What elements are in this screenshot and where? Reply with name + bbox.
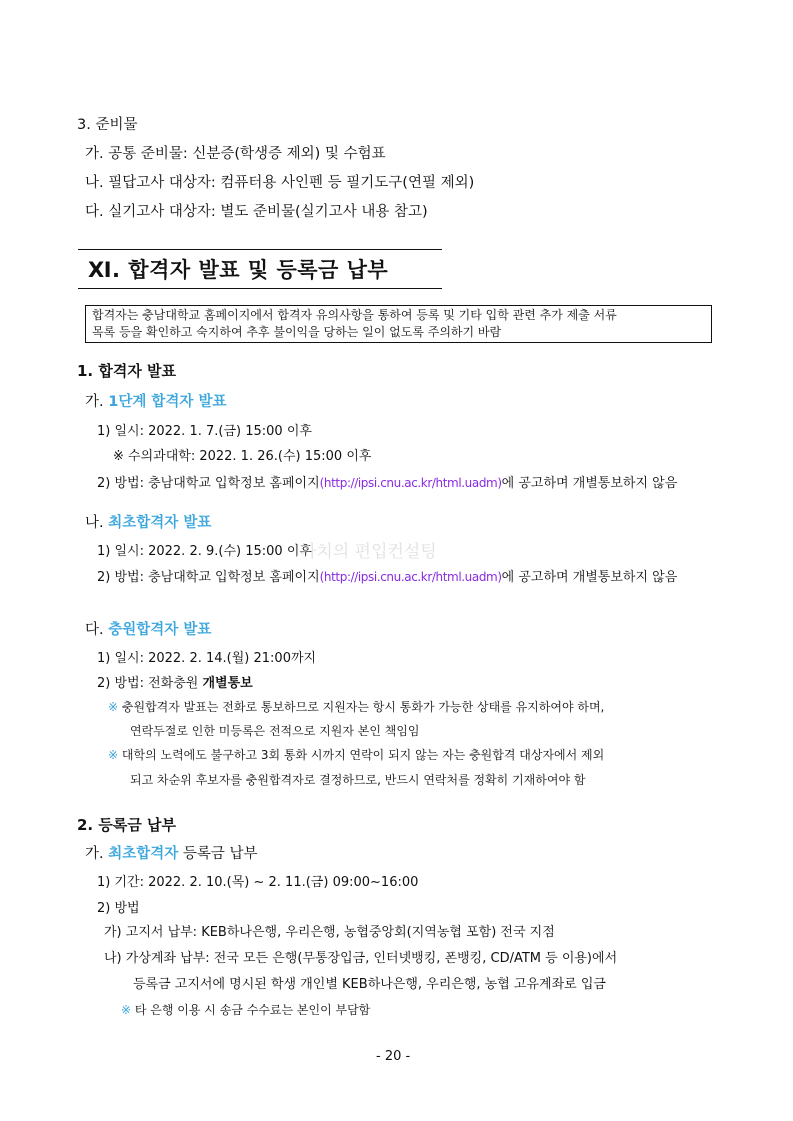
s1-b-method-pre: 2) 방법: 충남대학교 입학정보 홈페이지 xyxy=(97,570,320,585)
s1-a-note: ※ 수의과대학: 2022. 1. 26.(수) 15:00 이후 xyxy=(113,449,372,464)
notice-line-2: 목록 등을 확인하고 숙지하여 추후 불이익을 당하는 일이 없도록 주의하기 바람 xyxy=(92,325,502,339)
s1-c-method-bold: 개별통보 xyxy=(202,676,253,691)
s1-b-prefix: 나. xyxy=(85,515,104,531)
s1-c-note2-line2: 되고 차순위 후보자를 충원합격자로 결정하므로, 반드시 연락처를 정확히 기재하여야 함 xyxy=(130,773,586,787)
s1-a-method-post: 에 공고하며 개별통보하지 않음 xyxy=(501,476,678,491)
s1-c-heading xyxy=(85,618,211,639)
chapter-bottom-rule xyxy=(78,288,442,289)
s1-c-note2 xyxy=(108,746,604,763)
s1-c-note2-line1: 대학의 노력에도 불구하고 3회 통화 시까지 연락이 되지 않는 자는 충원합격 대상자에서 제외 xyxy=(121,748,605,762)
s2-method: 2) 방법 xyxy=(97,901,140,916)
s1-b-label: 최초합격자 발표 xyxy=(108,515,212,531)
s1-a-url-link[interactable]: (http://ipsi.cnu.ac.kr/html.uadm) xyxy=(319,476,502,490)
s1-b-heading xyxy=(85,511,211,532)
s2-period: 1) 기간: 2022. 2. 10.(목) ~ 2. 11.(금) 09:00~16:00 xyxy=(97,875,419,890)
s1-b-method-post: 에 공고하며 개별통보하지 않음 xyxy=(501,570,678,585)
reference-mark-icon: ※ xyxy=(121,1003,132,1017)
s2-note-text: 타 은행 이용 시 송금 수수료는 본인이 부담함 xyxy=(134,1003,371,1017)
chapter-title: Ⅺ. 합격자 발표 및 등록금 납부 xyxy=(88,258,389,282)
prep-item-practical: 다. 실기고사 대상자: 별도 준비물(실기고사 내용 참고) xyxy=(85,204,428,220)
s1-c-note1 xyxy=(108,698,604,715)
s1-b-date: 1) 일시: 2022. 2. 9.(수) 15:00 이후 xyxy=(97,544,312,559)
notice-box xyxy=(85,305,712,343)
s2-method-virtual-line2: 등록금 고지서에 명시된 학생 개인별 KEB하나은행, 우리은행, 농협 고유계좌로 입금 xyxy=(133,977,606,992)
s1-c-date: 1) 일시: 2022. 2. 14.(월) 21:00까지 xyxy=(97,651,317,666)
chapter-top-rule xyxy=(78,249,442,250)
page-number: - 20 - xyxy=(376,1049,411,1064)
watermark: 가치의 편입컨설팅 xyxy=(300,542,437,562)
notice-line-1: 합격자는 충남대학교 홈페이지에서 합격자 유의사항을 통하여 등록 및 기타 입학 관련 추가 제출 서류 xyxy=(92,308,617,322)
reference-mark-icon: ※ xyxy=(108,748,119,762)
s1-a-date: 1) 일시: 2022. 1. 7.(금) 15:00 이후 xyxy=(97,424,312,439)
s2-method-bill: 가) 고지서 납부: KEB하나은행, 우리은행, 농협중앙회(지역농협 포함) 전국 지점 xyxy=(104,925,555,940)
s1-a-prefix: 가. xyxy=(85,394,104,410)
prep-item-written: 나. 필답고사 대상자: 컴퓨터용 사인펜 등 필기도구(연필 제외) xyxy=(85,175,475,191)
s2-a-label: 최초합격자 xyxy=(108,846,179,862)
prep-title: 3. 준비물 xyxy=(77,117,138,133)
s1-c-method xyxy=(97,672,253,691)
s1-c-label: 충원합격자 발표 xyxy=(108,622,212,638)
s2-note xyxy=(121,1001,370,1018)
s2-method-virtual-line1: 나) 가상계좌 납부: 전국 모든 은행(무통장입금, 인터넷뱅킹, 폰뱅킹, CD/ATM 등 이용)에서 xyxy=(104,951,618,966)
prep-item-common: 가. 공통 준비물: 신분증(학생증 제외) 및 수험표 xyxy=(85,146,386,162)
s2-a-rest: 등록금 납부 xyxy=(178,846,258,862)
s1-c-note1-line1: 충원합격자 발표는 전화로 통보하므로 지원자는 항시 통화가 가능한 상태를 유지하여야 하며, xyxy=(121,700,605,714)
s1-a-method xyxy=(97,472,677,491)
s1-c-prefix: 다. xyxy=(85,622,104,638)
s1-c-method-pre: 2) 방법: 전화충원 xyxy=(97,676,203,691)
s1-c-note1-line2: 연락두절로 인한 미등록은 전적으로 지원자 본인 책임임 xyxy=(130,724,420,738)
reference-mark-icon: ※ xyxy=(108,700,119,714)
s2-a-heading xyxy=(85,842,258,863)
section-1-title: 1. 합격자 발표 xyxy=(77,362,177,380)
s1-a-heading xyxy=(85,390,226,411)
s2-a-prefix: 가. xyxy=(85,846,104,862)
s1-a-method-pre: 2) 방법: 충남대학교 입학정보 홈페이지 xyxy=(97,476,320,491)
s1-b-url-link[interactable]: (http://ipsi.cnu.ac.kr/html.uadm) xyxy=(319,570,502,584)
section-2-title: 2. 등록금 납부 xyxy=(77,816,177,834)
s1-b-method xyxy=(97,566,677,585)
s1-a-label: 1단계 합격자 발표 xyxy=(108,394,227,410)
